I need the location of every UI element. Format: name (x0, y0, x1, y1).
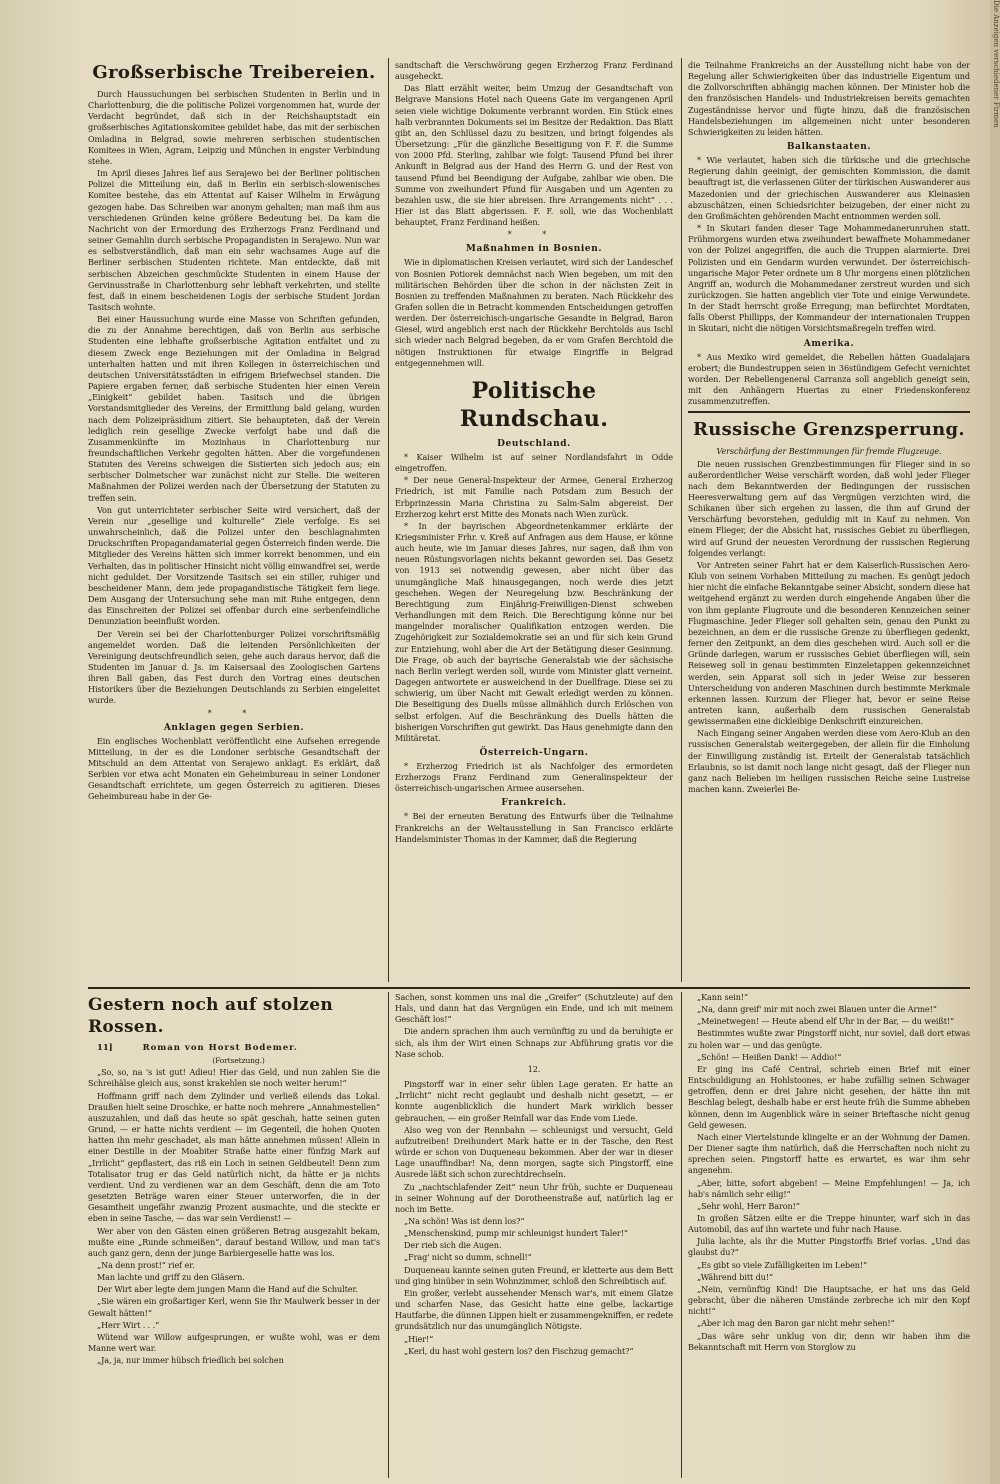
paragraph: „Aber ich mag den Baron gar nicht mehr sehen!“ (697, 1318, 895, 1329)
paragraph: * In Skutari fanden dieser Tage Mohammedanerunruhen statt. Frühmorgens wurden etwa zweihundert bewaffnete Mohammedaner von der Polizei angegriffen, die auch die Truppen alarmierte. Drei Polizisten und ein Gendarm wurden verwundet. Der österreichisch-ungarische Major Peter ordnete um 8 Uhr morgens einen plötzlichen Angriff an, wodurch die Mohammedaner zerstreut wurden und sich zurückzogen. Sie hatten angeblich vier Tote und einige Verwundete. In der Stadt herrscht große Erregung; man befürchtet Mordtaten, falls Oberst Phillipps, der Kommandeur der internationalen Truppen in Skutari, nicht die nötigen Vorsichtsmaßregeln treffen wird. (688, 223, 970, 334)
headline-politische-rundschau: Politische Rundschau. (459, 377, 609, 432)
paragraph: Also weg von der Rennbahn — schleunigst und versucht, Geld aufzutreiben! Dreihundert Mark hatte er in der Tasche, den Rest würde er schon von Duqueneau bekommen. Aber der war in dieser Lage unauffindbar! Na, denn morgen, sagte sich Pingstorff, eine Ausrede läßt sich schon zurechtdrechseln. (395, 1124, 673, 1180)
paragraph: Bei einer Haussuchung wurde eine Masse von Schriften gefunden, die zu der Annahme berechtigen, daß von Berlin aus serbische Studenten eine lebhafte großserbische Agitation entfaltet und zu diesem Zweck enge Beziehungen mit der Omladina in Belgrad unterhalten hatten und mit ihren Kollegen in österreichischen und deutschen Universitätsstädten in eifrigem Briefwechsel standen. Die Papiere ergaben ferner, daß serbische Studenten hier einen Verein „Einigkeit“ gebildet haben. Tasitsch und die übrigen Vorstandsmitglieder des Vereins, der Ermittlung bald gelang, wurden nach dem Polizeipräsidium zitiert. Sie behaupteten, daß der Verein lediglich rein gesellige Zwecke verfolgt habe und daß die Zusammenkünfte im Mozinhaus in Charlottenburg nur freundschaftlichen Verkehr gegolten hätten. Aber die vorgefundenen Statuten des Vereins schweigen die Sistierten sich jedoch aus; ein serbischer Dolmetscher war zunächst nicht zur Stelle. Die weiteren Maßnahmen der Polizei werden nach der Übersetzung der Statuten zu treffen sein. (88, 314, 380, 503)
page-edge-strip (990, 0, 1000, 1484)
serial-continued: (Fortsetzung.) (212, 1056, 265, 1066)
paragraph: „Meinetwegen! — Heute abend elf Uhr in der Bar, — du weißt!“ (697, 1016, 955, 1027)
paragraph: In großen Sätzen eilte er die Treppe hinunter, warf sich in das Automobil, das auf ihn wartete und fuhr nach Hause. (688, 1212, 970, 1235)
paragraph: Im April dieses Jahres lief aus Serajewo bei der Berliner politischen Polizei die Mitteilung ein, daß in Berlin ein serbisch-slowenisches Komitee bestehe, das ein Attentat auf Kaiser Wilhelm in Erwägung gezogen habe. Das Schreiben war anonym gehalten; man maß ihm aus verschiedenen Gründen keine größere Bedeutung bei. Da kam die Nachricht von der Ermordung des Erzherzogs Franz Ferdinand und seiner Gemahlin durch serbische Propagandisten in Serajewo. Nun war es selbstverständlich, daß man ein sehr wachsames Auge auf die Berliner serbischen Studenten richtete. Man entdeckte, daß mit serbischen Abzeichen geschmückte Studenten in einem Hause der Gervinusstraße in Charlottenburg sehr lebhaft verkehrten, und stellte fest, daß in einem bescheidenen Logis der serbische Student Jordan Tasitsch wohnte. (88, 168, 380, 312)
paragraph: Sachen, sonst kommen uns mal die „Greifer“ (Schutzleute) auf den Hals, und dann hat das Vergnügen ein Ende, und ich mit meinem Geschäft los!“ (395, 992, 673, 1025)
column-rule (388, 992, 389, 1478)
paragraph: Wie in diplomatischen Kreisen verlautet, wird sich der Landeschef von Bosnien Potiorek demnächst nach Wien begeben, um mit den militärischen Behörden über die schon in der nächsten Zeit in Bosnien zu treffenden Maßnahmen zu beraten. Nach Rückkehr des Grafen sollen die in Betracht kommenden Entscheidungen getroffen werden. Der österreichisch-ungarische Gesandte in Belgrad, Baron Giesel, wird angeblich erst nach der Rückkehr Berchtolds aus Ischl sich wieder nach Belgrad begeben, da er vom Grafen Berchtold die nötigen Instruktionen für etwaige Eingriffe in Belgrad entgegennehmen will. (395, 257, 673, 368)
chapter-number: 12. (527, 1063, 541, 1074)
serial-number: 11] (97, 1043, 113, 1053)
paragraph: „Herr Wirt . . .“ (97, 1319, 160, 1330)
paragraph: Nach Eingang seiner Angaben werden diese vom Aero-Klub an den russischen Generalstab weitergegeben, der allein für die Einholung der Einwilligung zuständig ist. Erteilt der Generalstab tatsächlich Erlaubnis, so ist damit noch lange nicht gesagt, daß der Flieger nun ganz nach Belieben im heiligen russischen Reiche seine Lustreise machen kann. Zweierlei Be- (688, 728, 970, 795)
paragraph: „Während bitt du!“ (697, 1271, 774, 1282)
paragraph: „Es gibt so viele Zufälligkeiten im Leben!“ (697, 1259, 868, 1270)
serial-column-2 (395, 992, 673, 1477)
paragraph: „Frag' nicht so dumm, schnell!“ (404, 1252, 532, 1263)
column-1 (88, 60, 380, 980)
paragraph: Nach einer Viertelstunde klingelte er an der Wohnung der Damen. Der Diener sagte ihm natürlich, daß die Herrschaften noch nicht zu sprechen seien. Pingstorff hatte es erwartet, es war ihm sehr angenehm. (688, 1131, 970, 1176)
edge-text: Die Anzeigen verschiedener Firmen (992, 0, 1000, 128)
paragraph: „So, so, na 's ist gut! Adieu! Hier das Geld, und nun zahlen Sie die Schreihälse gleich aus, sonst krakehlen sie noch weiter herum!“ (88, 1067, 380, 1089)
serial-headline: Gestern noch auf stolzen Rossen. (88, 995, 333, 1037)
paragraph: „Schön! — Heißen Dank! — Addio!“ (697, 1051, 842, 1062)
paragraph: „Sie wären ein großartiger Kerl, wenn Sie Ihr Maulwerk besser in der Gewalt hätten!“ (88, 1296, 380, 1318)
paragraph: Durch Haussuchungen bei serbischen Studenten in Berlin und in Charlottenburg, die die politische Polizei vorgenommen hat, wurde der Verdacht begründet, daß sich in der Reichshauptstadt ein großserbisches Agitationskomitee gebildet habe, das mit der serbischen Omladina in Belgrad, sowie mehreren serbischen studentischen Komitees in Wien, Agram, Leipzig und München in engster Verbindung stehe. (88, 89, 380, 166)
subhead-bosnien: Maßnahmen in Bosnien. (465, 244, 603, 255)
paragraph: Julia lachte, als ihr die Mutter Pingstorffs Brief vorlas. „Und das glaubst du?“ (688, 1236, 970, 1258)
paragraph: Ein großer, verlebt aussehender Mensch war's, mit einem Glatze und scharfen Nase, das Gesicht hatte eine gelbe, lackartige Hautfarbe, die dünnen Lippen hielt er zusammengekniffen, er redete grundsätzlich nur das unumgänglich Nötigste. (395, 1287, 673, 1332)
paragraph: „Menschenskind, pump mir schleunigst hundert Taler!“ (404, 1228, 628, 1239)
paragraph: die Teilnahme Frankreichs an der Ausstellung nicht habe von der Regelung aller Schwierigkeiten über das industrielle Eigentum und die Zollvorschriften abhängig machen können. Der Minister hob die den französischen Handels- und Industriekreisen bereits gemachten Zugeständnisse hervor und fügte hinzu, daß die französischen Handelsbeziehungen im allgemeinen nicht unter besonderen Schwierigkeiten zu leiden hätten. (688, 60, 970, 137)
serial-author: Roman von Horst Bodemer. (142, 1043, 298, 1053)
section-stars: * * (207, 708, 261, 718)
paragraph: „Ja, ja, nur immer hübsch friedlich bei solchen (97, 1355, 284, 1366)
section-oesterreich: Österreich-Ungarn. (479, 747, 589, 758)
paragraph: „Nein, vernünftig Kind! Die Hauptsache, er hat uns das Geld gebracht, über die näheren Umstände zerbreche ich mir den Kopf nicht!“ (688, 1283, 970, 1317)
headline-russische-grenzsperrung: Russische Grenzsperrung. (692, 419, 966, 441)
paragraph: Wütend war Willow aufgesprungen, er wußte wohl, was er dem Manne wert war. (88, 1331, 380, 1354)
paragraph: „Na, dann greif' mir mit noch zwei Blauen unter die Arme!“ (697, 1004, 937, 1015)
paragraph: * Kaiser Wilhelm ist auf seiner Nordlandsfahrt in Odde eingetroffen. (395, 451, 673, 474)
paragraph: „Na denn prost!“ rief er. (97, 1259, 195, 1270)
column-2 (395, 60, 673, 980)
serial-column-3 (688, 992, 970, 1477)
paragraph: Er ging ins Café Central, schrieb einen Brief mit einer Entschuldigung an Hohlstoones, er habe zufällig seinen Schwager getroffen, denn er drei Jahre nicht gesehen, der hätte ihn mit Beschlag belegt, deshalb habe er erst heute früh die Summe abheben können, denn im Augenblick wäre in seiner Brieftasche nicht genug Geld gewesen. (688, 1063, 970, 1130)
subhead-anklagen: Anklagen gegen Serbien. (163, 722, 305, 733)
section-balkanstaaten: Balkanstaaten. (786, 142, 872, 153)
paragraph: Ein englisches Wochenblatt veröffentlicht eine Aufsehen erregende Mitteilung, in der es die Londoner serbische Gesandtschaft der Mitschuld an dem Attentat von Serajewo anklagt. Es erklärt, daß Serbien vor etwa acht Monaten ein Geheimbureau in seiner Londoner Gesandtschaft errichtete, um gegen Österreich zu agitieren. Dieses Geheimbureau habe in der Ge- (88, 735, 380, 802)
paragraph: Hoffmann griff nach dem Zylinder und verließ eilends das Lokal. Draußen hielt seine Droschke, er hatte noch mehrere „Annahmestellen“ auszuzahlen, und daß das heute so spät geschah, hatte seinen guten Grund, — er hatte nichts verdient — im Gegenteil, die hohen Quoten hatten ihn mehr geschadet, als man hätte annehmen müssen! Allein in einer Destille in der Moabiter Straße hatte einer fünfzig Mark auf „Irrlicht“ gepflastert, das riß ein Loch in seinen Geldbeutel! Denn zum Totalisator trug er das Geld natürlich nicht, da hätte er ja nichts verdient. Und zu verdienen war an dem Geschäft, denn die am Toto gesetzten Beträge waren einer Steuer unterworfen, die in der Gesamtheit ungefähr zwanzig Prozent ausmachte, und die steckte er eben in seine Tasche, — das war sein Verdienst! — (88, 1090, 380, 1224)
paragraph: „Das wäre sehr unklug von dir, denn wir haben ihm die Bekanntschaft mit Herrn von Storglow zu (688, 1330, 970, 1352)
paragraph: „Na schön! Was ist denn los?“ (404, 1215, 525, 1226)
paragraph: * Wie verlautet, haben sich die türkische und die griechische Regierung dahin geeinigt, der gemischten Kommission, die damit beauftragt ist, die verlassenen Güter der türkischen Auswanderer aus Mazedonien und der griechischen Auswanderer aus Kleinasien abzuschätzen, einen Schiedsrichter beizugeben, der einer nicht zu den Großmächten gehörenden Macht entnommen werden soll. (688, 155, 970, 221)
headline-grossserbische: Großserbische Treibereien. (92, 62, 376, 83)
paragraph: * Erzherzog Friedrich ist als Nachfolger des ermordeten Erzherzogs Franz Ferdinand zum Generalinspekteur der österreichisch-ungarischen Armee ausersehen. (395, 760, 673, 794)
paragraph: Der rieb sich die Augen. (404, 1240, 502, 1251)
paragraph: Wer aber von den Gästen einen größeren Betrag ausgezahlt bekam, mußte eine „Runde schmeißen“, darauf bestand Willow, und man tat's auch ganz gern, denn der junge Barbiergeselle hatte was los. (88, 1225, 380, 1258)
paragraph: „Kann sein!“ (697, 992, 748, 1002)
section-amerika: Amerika. (803, 338, 855, 349)
section-frankreich: Frankreich. (501, 798, 567, 809)
deck: Verschärfung der Bestimmungen für fremde Flugzeuge. (716, 446, 942, 457)
paragraph: Der Verein sei bei der Charlottenburger Polizei vorschriftsmäßig angemeldet worden. Daß die leitenden Persönlichkeiten der Vereinigung deutschfreundlich seien, gehe auch daraus hervor, daß die Studenten im Januar d. Js. im Kaisersaal des Zoologischen Gartens ihren Ball gaben, das Fest durch den Vortrag eines deutschen Historikers über die Beziehungen Deutschlands zu Serbien eingeleitet wurde. (88, 628, 380, 706)
serial-byline (88, 1043, 380, 1054)
paragraph: Zu „nachtschlafender Zeit“ neun Uhr früh, suchte er Duqueneau in seiner Wohnung auf der Dorotheenstraße auf, natürlich lag er noch im Bette. (395, 1181, 673, 1214)
paragraph: Pingstorff war in einer sehr üblen Lage geraten. Er hatte an „Irrlicht“ nicht recht geglaubt und deshalb nicht gesetzt, — er konnte augenblicklich die hundert Mark wirklich besser gebrauchen, — ein großer Reinfall war das Ende vom Liede. (395, 1079, 673, 1123)
paragraph: Die andern sprachen ihm auch vernünftig zu und da beruhigte er sich, als ihm der Wirt einen Schnaps zur Abführung gratis vor die Nase schob. (395, 1026, 673, 1059)
paragraph: Der Wirt aber legte dem jungen Mann die Hand auf die Schulter. (97, 1284, 358, 1295)
paragraph: Man lachte und griff zu den Gläsern. (97, 1272, 245, 1283)
paragraph: „Aber, bitte, sofort abgeben! — Meine Empfehlungen! — Ja, ich hab's nämlich sehr eilig!“ (688, 1177, 970, 1199)
paragraph: „Sehr wohl, Herr Baron!“ (697, 1200, 800, 1211)
paragraph: * In der bayrischen Abgeordnetenkammer erklärte der Kriegsminister Frhr. v. Kreß auf Anfragen aus dem Hause, er könne auch heute, wie im Januar dieses Jahres, nur sagen, daß ihm von neuen Rüstungsvorlagen nichts bekannt geworden sei. Das Gesetz von 1913 sei notwendig gewesen, aber nicht über das unumgängliche Maß hinausgegangen, noch werde dies jetzt geschehen. Wegen der Neuregelung bzw. Beschränkung der Berechtigung zum Einjährig-Freiwilligen-Dienst schweben Verhandlungen mit dem Reich. Die Berechtigung könne nur bei mangelnder moralischer Qualifikation entzogen werden. Die Zugehörigkeit zur Sozialdemokratie sei an und für sich kein Grund zur Entziehung, wohl aber die Art der Betätigung dieser Gesinnung. Die Frage, ob auch der bayrische Generalstab wie der sächsische nach Berlin verlegt werden soll, wurde vom Minister glatt verneint. Dagegen antwortete er ausweichend in der Duellfrage. Diese sei zu schwierig, um über Nacht mit Gewalt erledigt werden zu können. Die Beseitigung des Duells müsse allmählich durch Erlöschen von selbst erfolgen. Auf die Beschränkung des Duells hätten die bisherigen Vorschriften gut gewirkt. Das Haus genehmigte dann den Militäretat. (395, 520, 673, 743)
paragraph: * Aus Mexiko wird gemeldet, die Rebellen hätten Guadalajara erobert; die Bundestruppen seien in 36stündigem Gefecht vernichtet worden. Der Rebellengeneral Carranza soll angeblich geneigt sein, mit den Anhängern Huertas zu einer Friedenskonferenz zusammenzutreffen. (688, 351, 970, 407)
paragraph: Duqueneau kannte seinen guten Freund, er kletterte aus dem Bett und ging hinüber in sein Wohnzimmer, schloß den Schreibtisch auf. (395, 1264, 673, 1286)
paragraph: Das Blatt erzählt weiter, beim Umzug der Gesandtschaft von Belgrave Mansions Hotel nach Queens Gate im vergangenen April seien viele wichtige Dokumente verbrannt worden. Ein Stück eines halb verbrannten Dokuments sei im Besitze der Redaktion. Das Blatt gibt an, den Schlüssel dazu zu besitzen, und bringt folgendes als Übersetzung: „Für die gänzliche Beseitigung von F. F. die Summe von 2000 Pfd. Sterling, zahlbar wie folgt: Tausend Pfund bei ihrer Ankunft in Belgrad aus der Hand des Herrn G. und der Rest von tausend Pfund bei Beendigung der Aufgabe, zahlbar wie oben. Die Summe von zweihundert Pfund für Ausgaben und um Agenten zu bezahlen usw., die sie hier abreisen. Ihre Arrangements nicht“ . . . Hier ist das Blatt abgerissen. F. F. soll, wie das Wochenblatt behauptet, Franz Ferdinand heißen. (395, 83, 673, 228)
paragraph: „Hier!“ (404, 1333, 434, 1344)
section-deutschland: Deutschland. (497, 438, 571, 449)
column-3 (688, 60, 970, 980)
paragraph: Vor Antreten seiner Fahrt hat er dem Kaiserlich-Russischen Aero-Klub von seinem Vorhaben Mitteilung zu machen. Es genügt jedoch hier nicht die einfache Bekanntgabe seiner Absicht, sondern diese hat weitgehend ergänzt zu werden durch eingehende Angaben über die von ihm geplante Flugroute und die besonderen Kennzeichen seiner Flugmaschine. Jeder Flieger soll gehalten sein, genau den Punkt zu bezeichnen, an dem er die russische Grenze zu überfliegen gedenkt, ferner den Zeitpunkt, an dem dies geschehen wird. Auch soll er die Gründe darlegen, warum er russisches Gebiet überfliegen will, sein Reiseweg soll in genau bestimmten Einzeletappen gekennzeichnet werden, sein Apparat soll sich in jeder Weise zur besseren Unterscheidung von anderen Maschinen durch bestimmte Merkmale erkennen lassen. Kurzum der Flieger hat, bevor er seine Reise antreten kann, außerhalb dem russischen Generalstab gewissermaßen eine dickleibige Denkschrift einzureichen. (688, 559, 970, 727)
column-rule (388, 58, 389, 982)
section-stars: * * (507, 230, 561, 240)
paragraph: „Kerl, du hast wohl gestern los? den Fischzug gemacht?“ (404, 1345, 634, 1356)
column-rule (681, 58, 682, 982)
paragraph: * Bei der erneuten Beratung des Entwurfs über die Teilnahme Frankreichs an der Weltausstellung in San Francisco erklärte Handelsminister Thomas in der Kammer, daß die Regierung (395, 811, 673, 844)
paragraph: Bestimmtes wußte zwar Pingstorff nicht, nur soviel, daß dort etwas zu holen war — und das genügte. (688, 1028, 970, 1050)
column-rule (681, 992, 682, 1478)
paragraph: * Der neue General-Inspekteur der Armee, General Erzherzog Friedrich, ist mit Familie nach Potsdam zum Besuch der Erbprinzessin Maria Christina zu Salm-Salm abgereist. Der Erzherzog kehrt erst Mitte des Monats nach Wien zurück. (395, 475, 673, 519)
paragraph: Die neuen russischen Grenzbestimmungen für Flieger sind in so außerordentlicher Weise verschärft worden, daß wohl jeder Flieger nach dem Bekanntwerden der Bedingungen der russischen Heeresverwaltung gern auf das Vergnügen verzichten wird, die Schikanen über sich ergehen zu lassen, die ihm auf Grund der Verschärfung bevorstehen, geduldig mit in Kauf zu nehmen. Von einem Flieger, der die Absicht hat, russisches Gebiet zu überfliegen, wird auf Grund der neuesten Verordnung der russischen Regierung folgendes verlangt: (688, 458, 970, 558)
serial-column-1 (88, 992, 380, 1477)
paragraph: Von gut unterrichteter serbischer Seite wird versichert, daß der Verein nur „gesellige und kulturelle“ Ziele verfolge. Es sei unwahrscheinlich, daß die Polizei unter den beschlagnahmten Druckschriften Propagandamaterial gegen Österreich finden werde. Die Mitglieder des Vereins hätten sich immer korrekt benommen, und ein Verhalten, das in politischer Hinsicht nicht völlig einwandfrei sei, werde nicht geduldet. Der Vorsitzende Tasitsch sei ein stiller, ruhiger und bescheidener Mann, dem jede propagandistische Tätigkeit fern liege. Dem Ausgang der Untersuchung sehe man mit Ruhe entgegen, denn das Einschreiten der Polizei sei offenbar durch eine serbenfeindliche Denunziation beeinflußt worden. (88, 504, 380, 627)
section-divider (88, 987, 970, 989)
paragraph: sandtschaft die Verschwörung gegen Erzherzog Franz Ferdinand ausgeheckt. (395, 60, 673, 82)
